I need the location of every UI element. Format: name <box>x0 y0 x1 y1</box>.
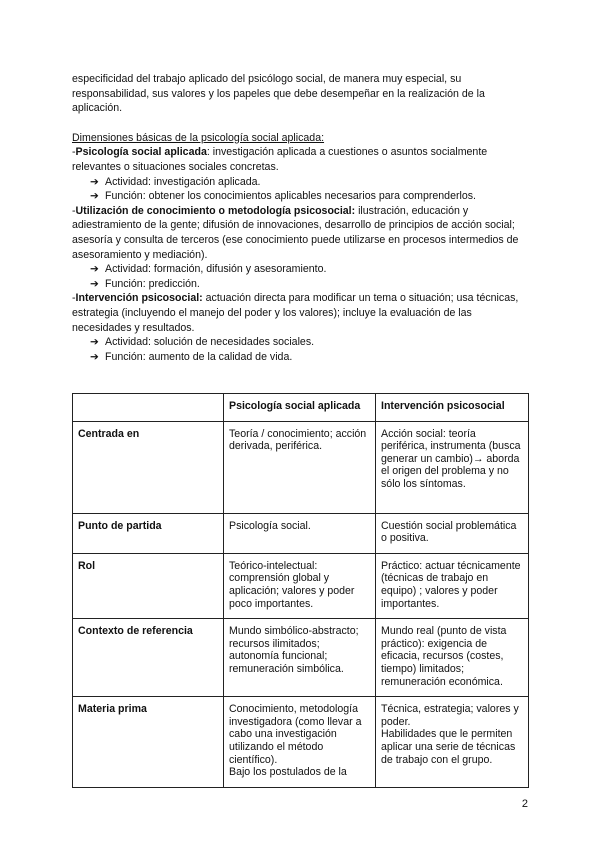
table-cell: Psicología social. <box>224 513 376 553</box>
header-cell: Psicología social aplicada <box>224 394 376 422</box>
arrow-icon: ➔ <box>90 277 99 290</box>
list-item: ➔ Actividad: investigación aplicada. <box>90 175 261 188</box>
dimension-item <box>72 145 528 203</box>
document-body <box>72 72 528 364</box>
item-term: Psicología social aplicada <box>75 146 207 159</box>
table-cell: Mundo real (punto de vista práctico): exigencia de eficacia, recursos (costes, tiempo) limitados; remuneración económica. <box>376 619 529 697</box>
page-number: 2 <box>521 798 528 810</box>
row-label: Contexto de referencia <box>73 619 224 697</box>
comparison-table <box>72 393 529 788</box>
arrow-icon: ➔ <box>90 175 99 188</box>
list-item: ➔ Función: aumento de la calidad de vida. <box>90 350 293 363</box>
table-row <box>73 553 529 618</box>
row-label: Punto de partida <box>73 513 224 553</box>
arrow-icon: ➔ <box>90 190 99 203</box>
list-item: ➔ Actividad: solución de necesidades sociales. <box>90 336 315 349</box>
item-description: ilustración, educación y adiestramiento de la gente; difusión de innovaciones, desarrollo de principios de acción social; asesoría y consulta de terceros (ese conocimiento puede utilizarse en procesos intermedios de asesoramiento y mediación). <box>72 204 519 261</box>
table-row <box>73 697 529 788</box>
item-term: Utilización de conocimiento o metodología psicosocial: <box>75 204 356 217</box>
table-cell: Teórico-intelectual: comprensión global y aplicación; valores y poder poco importantes. <box>224 553 376 618</box>
arrow-icon: ➔ <box>90 350 99 363</box>
table-cell: Conocimiento, metodología investigadora (como llevar a cabo una investigación utilizando el método científico). Bajo los postulados de la <box>224 697 376 788</box>
row-label: Rol <box>73 553 224 618</box>
table-cell: Técnica, estrategia; valores y poder. Habilidades que le permiten aplicar una serie de técnicas de trabajo con el grupo. <box>376 697 529 788</box>
row-label: Centrada en <box>73 421 224 513</box>
list-item: ➔ Actividad: formación, difusión y asesoramiento. <box>90 263 327 276</box>
table-row <box>73 513 529 553</box>
arrow-icon: ➔ <box>90 263 99 276</box>
table-row <box>73 619 529 697</box>
item-prefix: - <box>72 204 76 217</box>
header-cell: Intervención psicosocial <box>376 394 529 422</box>
table-cell: Acción social: teoría periférica, instrumenta (busca generar un cambio)→ aborda el origen del problema y no sólo los síntomas. <box>376 421 529 513</box>
item-prefix: - <box>72 146 76 159</box>
row-label: Materia prima <box>73 697 224 788</box>
item-description: actuación directa para modificar un tema o situación; usa técnicas, estrategia (incluyendo el manejo del poder y los valores); incluye la evaluación de las necesidades y resultados. <box>72 292 519 334</box>
table-cell: Práctico: actuar técnicamente (técnicas de trabajo en equipo) ; valores y poder importantes. <box>376 553 529 618</box>
table-cell: Mundo simbólico-abstracto; recursos ilimitados; autonomía funcional; remuneración simbólica. <box>224 619 376 697</box>
item-term: Intervención psicosocial: <box>75 292 203 305</box>
table-cell: Cuestión social problemática o positiva. <box>376 513 529 553</box>
header-cell <box>73 394 224 422</box>
table-header-row <box>73 394 529 422</box>
item-description: : investigación aplicada a cuestiones o asuntos socialmente relevantes o situaciones sociales concretas. <box>72 146 488 173</box>
dimension-item <box>72 291 528 364</box>
item-prefix: - <box>72 292 76 305</box>
list-item: ➔ Función: predicción. <box>90 277 200 290</box>
arrow-icon: ➔ <box>90 336 99 349</box>
dimension-item <box>72 204 528 292</box>
section-heading: Dimensiones básicas de la psicología social aplicada: <box>72 131 325 144</box>
list-item: ➔ Función: obtener los conocimientos aplicables necesarios para comprenderlos. <box>90 190 476 203</box>
intro-paragraph: especificidad del trabajo aplicado del psicólogo social, de manera muy especial, su responsabilidad, sus valores y los papeles que debe desempeñar en la realización de la aplicación. <box>72 73 485 115</box>
table-cell: Teoría / conocimiento; acción derivada, periférica. <box>224 421 376 513</box>
table-row <box>73 421 529 513</box>
